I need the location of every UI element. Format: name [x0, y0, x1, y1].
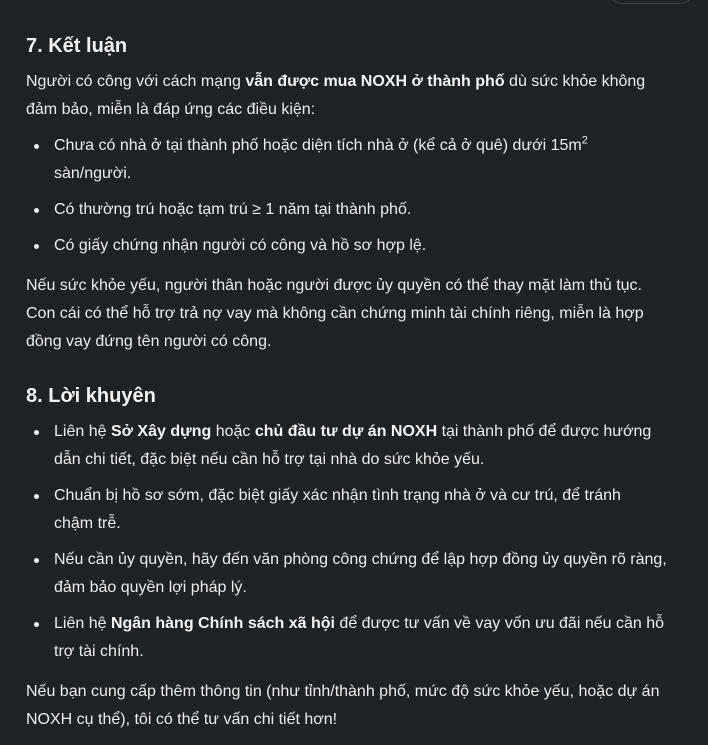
list-item-text: Chuẩn bị hồ sơ sớm, đặc biệt giấy xác nhận tình trạng nhà ở và cư trú, để tránh chậm trễ. — [54, 487, 621, 532]
list-item — [26, 546, 679, 602]
section-7-conditions-list — [26, 132, 676, 260]
list-item-bold: chủ đầu tư dự án NOXH — [254, 423, 438, 440]
section-8-closing: Nếu bạn cung cấp thêm thông tin (như tỉnh/thành phố, mức độ sức khỏe yếu, hoặc dự án NOXH cụ thể), tôi có thể tư vấn chi tiết hơn! — [26, 683, 660, 728]
list-item — [26, 482, 664, 538]
list-item — [26, 418, 676, 474]
list-item-text: Nếu cần ủy quyền, hãy đến văn phòng công chứng để lập hợp đồng ủy quyền rõ ràng, đảm bảo quyền lợi pháp lý. — [54, 551, 667, 596]
list-item-text-pre: Liên hệ — [54, 615, 111, 632]
intro-text-bold: vẫn được mua NOXH ở thành phố — [245, 73, 505, 90]
section-7-heading: 7. Kết luận — [26, 35, 128, 57]
list-item-text: Chưa có nhà ở tại thành phố hoặc diện tích nhà ở (kể cả ở quê) dưới 15m — [54, 137, 582, 154]
list-item-bold: Sở Xây dựng — [110, 423, 212, 440]
section-8-heading: 8. Lời khuyên — [26, 385, 156, 407]
list-item-text-pre: Liên hệ — [54, 423, 111, 440]
list-item-text-post: tại thành phố để được hướng dẫn chi tiết, đặc biệt nếu cần hỗ trợ tại nhà do sức khỏe yếu. — [54, 423, 652, 468]
list-item-text: Có giấy chứng nhận người có công và hồ sơ hợp lệ. — [54, 237, 427, 254]
list-item-text-mid: hoặc — [211, 423, 255, 440]
top-action-pill[interactable] — [606, 0, 696, 4]
list-item-tail: sàn/người. — [54, 165, 132, 182]
list-item-bold: Ngân hàng Chính sách xã hội — [110, 615, 335, 632]
list-item-text-post: để được tư vấn về vay vốn ưu đãi nếu cần hỗ trợ tài chính. — [54, 615, 665, 660]
list-item-text: Có thường trú hoặc tạm trú ≥ 1 năm tại thành phố. — [54, 201, 412, 218]
list-item — [26, 132, 654, 188]
superscript: 2 — [581, 134, 588, 147]
section-7-intro — [26, 68, 666, 124]
intro-text-pre: Người có công với cách mạng — [26, 73, 246, 90]
list-item — [26, 196, 676, 224]
list-item — [26, 610, 676, 666]
section-7-closing: Nếu sức khỏe yếu, người thân hoặc người được ủy quyền có thể thay mặt làm thủ tục. Con cái có thể hỗ trợ trả nợ vay mà không cần chứng minh tài chính riêng, miễn là hợp đồng vay đứng tên người có công. — [26, 277, 644, 350]
list-item — [26, 232, 676, 260]
section-8-advice-list — [26, 418, 676, 666]
intro-text-post: dù sức khỏe không đảm bảo, miễn là đáp ứng các điều kiện: — [26, 73, 646, 118]
